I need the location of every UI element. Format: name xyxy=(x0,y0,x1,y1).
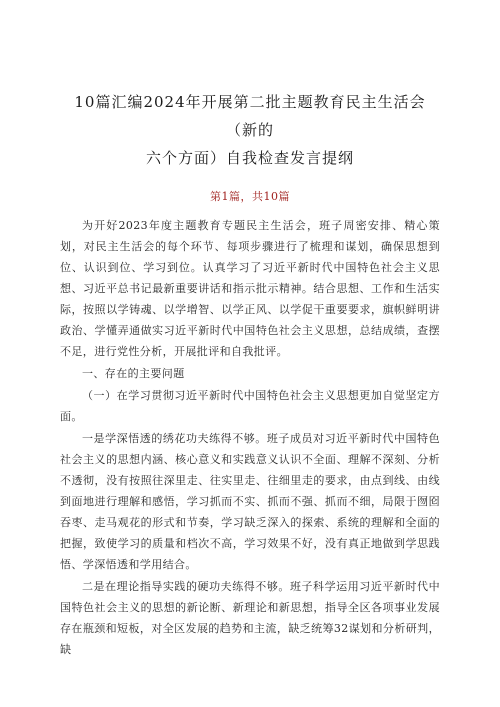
title-line-2: 六个方面）自我检查发言提纲 xyxy=(145,149,354,167)
paragraph-point-1: 一是学深悟透的绣花功夫练得不够。班子成员对习近平新时代中国特色社会主义的思想内涵、核心意义和实践意义认识不全面、理解不深刻、分析不透彻，没有按照往深里走、往实里走、往细里走的要求，由点到线、由线到面地进行理解和感悟，学习抓而不实、抓而不强、抓而不细，局限于囫囵吞枣、走马观花的形式和节奏，学习缺乏深入的探索、系统的理解和全面的把握，致使学习的质量和档次不高，学习效果不好，没有真正地做到学思践悟、学深悟透和学用结合。 xyxy=(60,432,440,571)
paragraph-intro: 为开好2023年度主题教育专题民主生活会，班子周密安排、精心策划，对民主生活会的每个环节、每项步骤进行了梳理和谋划，确保思想到位、认识到位、学习到位。认真学习了习近平新时代中国特色社会主义思想、习近平总书记最新重要讲话和指示批示精神。结合思想、工作和生活实际，按照以学铸魂、以学增智、以学正风、以学促干重要要求，旗帜鲜明讲政治、学懂弄通做实习近平新时代中国特色社会主义思想，总结成绩，查摆不足，进行党性分析，开展批评和自我批评。 xyxy=(60,219,440,358)
document-title xyxy=(60,0,440,172)
paragraph-point-2: 二是在理论指导实践的硬功夫练得不够。班子科学运用习近平新时代中国特色社会主义的思想的新论断、新理论和新思想，指导全区各项事业发展存在瓶颈和短板，对全区发展的趋势和主流，缺乏统筹32谋划和分析研判，缺 xyxy=(60,580,440,656)
section-heading: 一、存在的主要问题 xyxy=(82,367,185,380)
title-line-1: 10篇汇编2024年开展第二批主题教育民主生活会（新的 xyxy=(74,93,426,139)
article-counter: 第1篇，共10篇 xyxy=(210,190,290,203)
document-body xyxy=(60,215,440,660)
subsection-heading: （一）在学习贯彻习近平新时代中国特色社会主义思想更加自觉坚定方面。 xyxy=(60,389,440,423)
